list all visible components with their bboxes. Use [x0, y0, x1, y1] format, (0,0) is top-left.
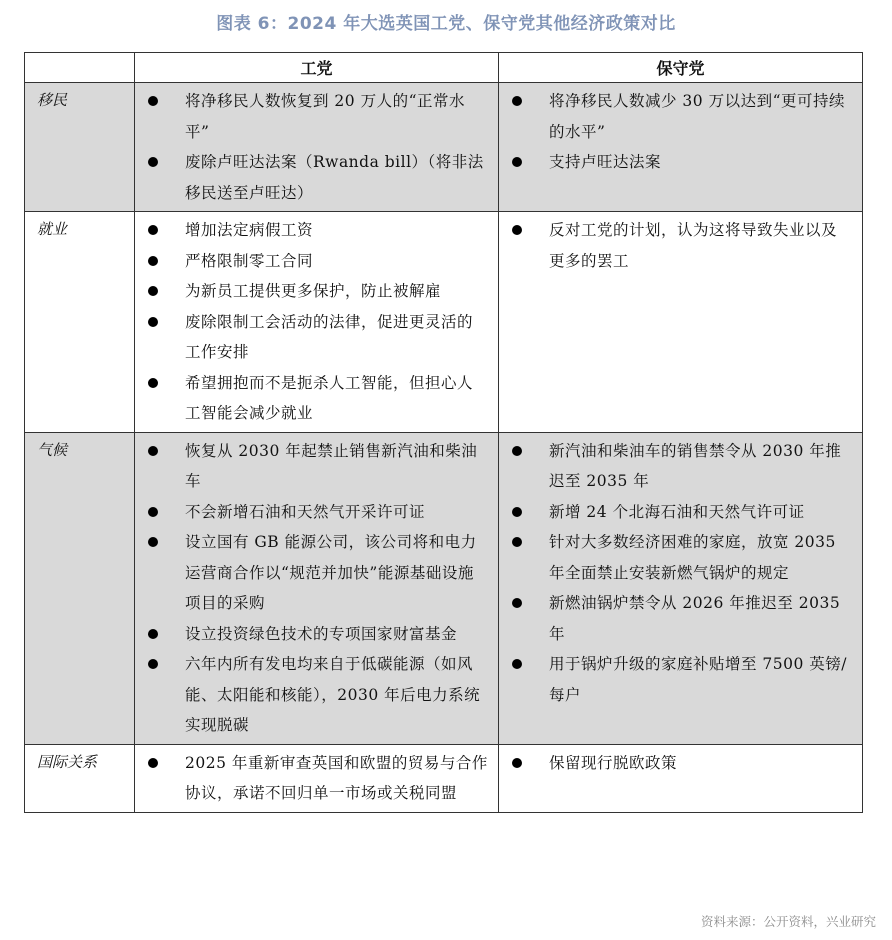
list-item	[499, 86, 852, 147]
list-item	[135, 527, 488, 619]
bullet-icon	[148, 317, 158, 327]
bullet-icon	[148, 446, 158, 456]
labour-cell	[135, 212, 499, 433]
topic-cell: 就业	[25, 212, 135, 433]
policy-text: 保留现行脱欧政策	[549, 753, 678, 772]
list-item	[499, 497, 852, 528]
bullet-icon	[512, 157, 522, 167]
policy-text: 设立国有 GB 能源公司，该公司将和电力运营商合作以“规范并加快”能源基础设施项目的采购	[185, 533, 477, 612]
list-item	[135, 276, 488, 307]
list-item	[135, 86, 488, 147]
conservative-cell	[499, 212, 863, 433]
policy-text: 支持卢旺达法案	[549, 153, 662, 171]
policy-text: 新燃油锅炉禁令从 2026 年推迟至 2035 年	[549, 594, 841, 643]
header-conservative: 保守党	[499, 53, 863, 83]
policy-text: 新增 24 个北海石油和天然气许可证	[549, 502, 805, 521]
policy-text: 设立投资绿色技术的专项国家财富基金	[185, 624, 458, 643]
bullet-icon	[512, 598, 522, 608]
policy-text: 针对大多数经济困难的家庭，放宽 2035 年全面禁止安装新燃气锅炉的规定	[549, 533, 836, 582]
bullet-icon	[512, 758, 522, 768]
table-header-row	[25, 53, 863, 83]
bullet-icon	[512, 537, 522, 547]
policy-text: 增加法定病假工资	[185, 221, 314, 239]
header-topic	[25, 53, 135, 83]
policy-comparison-table	[24, 52, 863, 813]
policy-text: 将净移民人数恢复到 20 万人的“正常水平”	[185, 92, 466, 141]
figure-title: 图表 6：2024 年大选英国工党、保守党其他经济政策对比	[216, 14, 676, 34]
table-row-immigration	[25, 83, 863, 212]
list-item	[135, 246, 488, 277]
policy-text: 恢复从 2030 年起禁止销售新汽油和柴油车	[185, 441, 478, 490]
labour-cell	[135, 744, 499, 812]
bullet-icon	[148, 378, 158, 388]
list-item	[135, 748, 488, 809]
policy-text: 希望拥抱而不是扼杀人工智能，但担心人工智能会减少就业	[185, 373, 474, 422]
list-item	[135, 436, 488, 497]
bullet-icon	[148, 286, 158, 296]
table-row-climate	[25, 432, 863, 744]
header-labour: 工党	[135, 53, 499, 83]
bullet-icon	[148, 225, 158, 235]
list-item	[499, 588, 852, 649]
policy-text: 用于锅炉升级的家庭补贴增至 7500 英镑/每户	[549, 655, 848, 704]
list-item	[135, 497, 488, 528]
conservative-cell	[499, 744, 863, 812]
table-row-international	[25, 744, 863, 812]
source-note: 资料来源：公开资料，兴业研究	[700, 914, 876, 929]
labour-cell	[135, 83, 499, 212]
list-item	[499, 436, 852, 497]
bullet-icon	[148, 256, 158, 266]
table-row-employment	[25, 212, 863, 433]
bullet-icon	[512, 659, 522, 669]
policy-text: 废除卢旺达法案（Rwanda bill）（将非法移民送至卢旺达）	[185, 153, 484, 202]
policy-text: 反对工党的计划，认为这将导致失业以及更多的罢工	[549, 221, 838, 270]
bullet-icon	[148, 629, 158, 639]
bullet-icon	[512, 225, 522, 235]
bullet-icon	[148, 507, 158, 517]
list-item	[499, 649, 852, 710]
policy-text: 不会新增石油和天然气开采许可证	[185, 502, 426, 521]
bullet-icon	[512, 507, 522, 517]
bullet-icon	[148, 758, 158, 768]
list-item	[135, 649, 488, 741]
policy-text: 严格限制零工合同	[185, 251, 314, 270]
bullet-icon	[148, 537, 158, 547]
list-item	[499, 147, 852, 178]
list-item	[499, 215, 852, 276]
conservative-cell	[499, 432, 863, 744]
list-item	[135, 215, 488, 246]
bullet-icon	[512, 446, 522, 456]
topic-cell: 移民	[25, 83, 135, 212]
policy-text: 将净移民人数减少 30 万以达到“更可持续的水平”	[549, 92, 846, 141]
labour-cell	[135, 432, 499, 744]
list-item	[135, 147, 488, 208]
list-item	[499, 748, 852, 779]
list-item	[135, 307, 488, 368]
list-item	[499, 527, 852, 588]
list-item	[135, 619, 488, 650]
topic-cell: 国际关系	[25, 744, 135, 812]
policy-text: 2025 年重新审查英国和欧盟的贸易与合作协议，承诺不回归单一市场或关税同盟	[185, 753, 488, 802]
topic-cell: 气候	[25, 432, 135, 744]
policy-text: 新汽油和柴油车的销售禁令从 2030 年推迟至 2035 年	[549, 441, 842, 490]
bullet-icon	[512, 96, 522, 106]
bullet-icon	[148, 96, 158, 106]
conservative-cell	[499, 83, 863, 212]
bullet-icon	[148, 659, 158, 669]
list-item	[135, 368, 488, 429]
bullet-icon	[148, 157, 158, 167]
policy-text: 六年内所有发电均来自于低碳能源（如风能、太阳能和核能），2030 年后电力系统实现脱碳	[185, 655, 481, 734]
policy-text: 废除限制工会活动的法律，促进更灵活的工作安排	[185, 312, 474, 361]
policy-text: 为新员工提供更多保护，防止被解雇	[185, 282, 442, 300]
